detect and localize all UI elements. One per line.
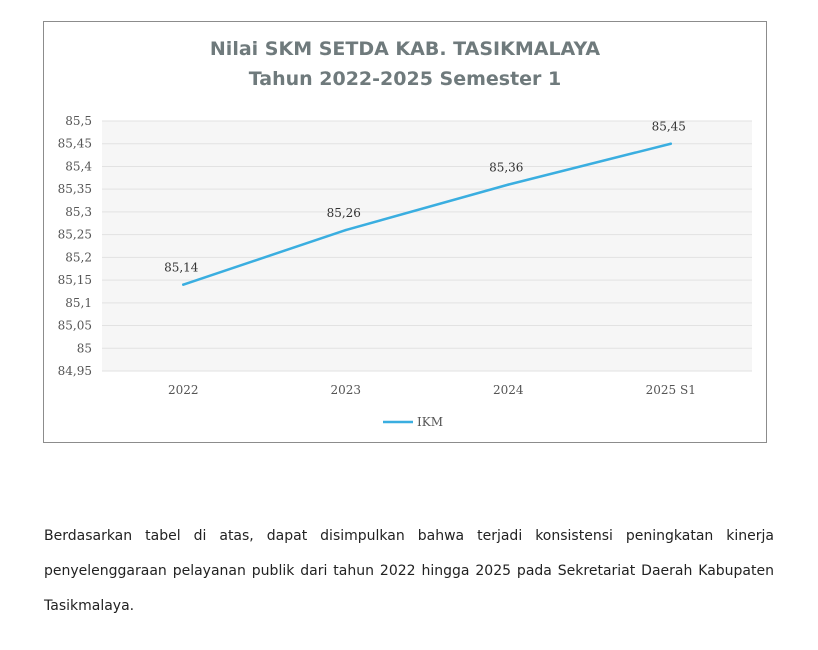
x-tick-label: 2022 [167, 383, 199, 397]
data-point [182, 283, 184, 285]
y-tick-label: 85,15 [57, 273, 92, 288]
y-tick-label: 85 [76, 341, 92, 356]
data-point [507, 183, 509, 185]
chart-title-line-2: Tahun 2022-2025 Semester 1 [248, 68, 562, 90]
y-tick-label: 85,25 [57, 227, 92, 242]
line-chart [44, 22, 768, 444]
y-tick-label: 85,1 [65, 295, 92, 310]
chart-title-line-1: Nilai SKM SETDA KAB. TASIKMALAYA [209, 38, 601, 60]
y-tick-label: 85,2 [65, 250, 92, 265]
data-label: 85,36 [489, 160, 524, 175]
legend-label: IKM [417, 415, 443, 429]
y-tick-label: 84,95 [57, 364, 92, 378]
data-point [345, 229, 347, 231]
plot-area [102, 121, 752, 371]
x-tick-label: 2023 [330, 383, 362, 397]
y-tick-label: 85,5 [65, 114, 92, 128]
data-label: 85,26 [326, 206, 361, 221]
x-tick-label: 2025 S1 [645, 383, 696, 397]
data-label: 85,14 [164, 260, 199, 275]
y-tick-label: 85,3 [65, 204, 92, 219]
y-tick-label: 85,35 [57, 182, 92, 197]
data-label: 85,45 [651, 119, 686, 134]
x-tick-label: 2024 [492, 383, 524, 397]
data-point [670, 143, 672, 145]
y-tick-label: 85,05 [57, 318, 92, 333]
y-tick-label: 85,45 [57, 136, 92, 151]
chart-frame [43, 21, 767, 443]
caption-paragraph: Berdasarkan tabel di atas, dapat disimpulkan bahwa terjadi konsistensi peningkatan kinerja penyelenggaraan pelayanan publik dari tahun 2022 hingga 2025 pada Sekretariat Daerah Kabupaten Tasikmalaya. [44, 528, 774, 614]
y-tick-label: 85,4 [65, 159, 92, 174]
